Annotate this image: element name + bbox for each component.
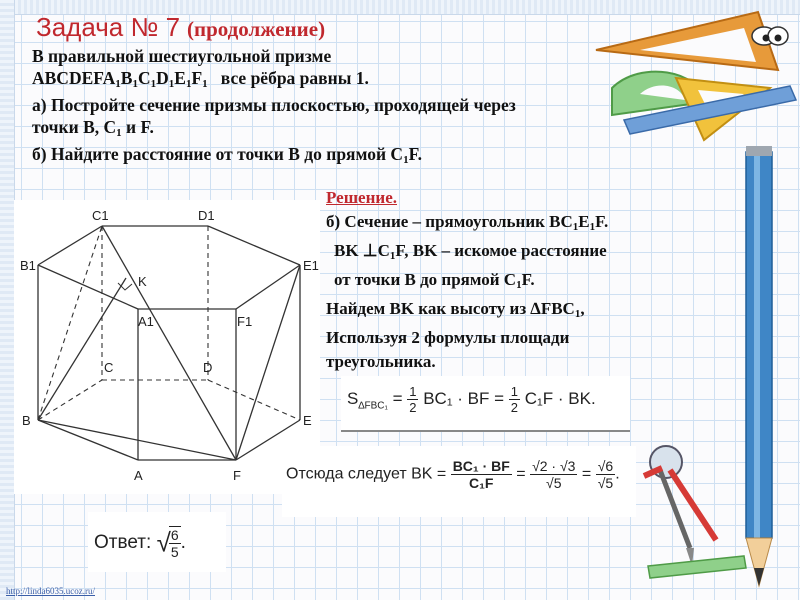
edge-a1b1 <box>38 265 138 309</box>
sol-sub: 1 <box>389 250 396 262</box>
label-e: E <box>303 413 312 428</box>
edge-e1f1 <box>236 265 300 309</box>
prism-name-sub: 1 <box>168 77 175 90</box>
result-formula-box <box>282 446 636 517</box>
prism-name-part: F <box>191 67 203 88</box>
result-prefix: Отсюда следует BK = <box>286 465 447 483</box>
result-eq-2: = <box>581 465 592 483</box>
fraction-result-1 <box>451 458 512 491</box>
answer-dot: . <box>180 532 186 554</box>
solution-line-2 <box>326 239 608 268</box>
sol-text: F. <box>521 270 535 289</box>
frac-num: 1 <box>409 384 417 399</box>
label-a: A <box>134 468 143 483</box>
segment-bk <box>38 278 126 420</box>
sol-text: б) Сечение – прямоугольник BC <box>326 212 573 231</box>
frac-num: 1 <box>510 384 519 399</box>
label-f1: F1 <box>237 314 253 329</box>
hidden-segment-bc1 <box>38 226 102 420</box>
label-d1: D1 <box>198 208 215 223</box>
problem-edges-text: все рёбра равны 1. <box>207 67 369 88</box>
frac-den: C₁F <box>469 475 494 491</box>
fraction-result-2 <box>530 458 577 491</box>
area-formula-box <box>341 376 630 432</box>
result-eq: = <box>516 465 526 483</box>
problem-line-1: В правильной шестиугольной призме <box>32 46 332 66</box>
frac-num: 6 <box>170 527 179 543</box>
frac-den: √5 <box>546 475 562 491</box>
source-link[interactable]: http://linda6035.ucoz.ru/ <box>6 586 95 596</box>
area-formula <box>347 384 596 415</box>
sol-text: Найдем BK как высоту из ∆FBC <box>326 299 575 318</box>
hidden-edge-de <box>208 380 300 420</box>
sol-sub: 1 <box>572 221 579 233</box>
edge-d1e1 <box>208 226 300 265</box>
fraction-result-3 <box>596 458 615 491</box>
prism-name-part: D <box>156 67 169 88</box>
answer-label: Ответ: <box>94 532 152 554</box>
hidden-edge-bc <box>38 380 102 420</box>
sol-sub: 1 <box>516 279 522 291</box>
label-k: K <box>138 274 147 289</box>
label-c1: C1 <box>92 208 109 223</box>
label-c: C <box>104 360 114 375</box>
result-formula <box>286 458 620 491</box>
sol-text: BK ⊥C <box>334 241 390 260</box>
result-dot: . <box>615 465 620 483</box>
label-b1: B1 <box>20 258 36 273</box>
frac-den: 2 <box>510 400 519 415</box>
solution-line-3 <box>326 268 608 297</box>
formula-s: S <box>347 388 359 408</box>
segment-bf <box>38 420 236 460</box>
problem-line-4-end: и F. <box>121 116 154 137</box>
prism-name-part: E <box>174 67 186 88</box>
solution-line-4 <box>326 297 608 326</box>
prism-name-part: C <box>137 67 151 88</box>
sol-text: E <box>578 212 590 231</box>
solution-line-6: треугольника. <box>326 352 436 371</box>
frac-den: 5 <box>170 544 179 560</box>
solution-heading: Решение. <box>326 188 397 207</box>
label-b: B <box>22 413 31 428</box>
problem-line-5-sub: 1 <box>403 154 409 166</box>
label-f: F <box>233 468 241 483</box>
frac-num: BC₁ · BF <box>452 458 510 474</box>
label-e1: E1 <box>303 258 319 273</box>
prism-name-part: ABCDEFA <box>32 67 116 88</box>
frac-den: √5 <box>597 475 614 491</box>
problem-line-5-text: б) Найдите расстояние от точки B до прямой C <box>32 144 404 164</box>
sol-text: , <box>580 299 585 318</box>
prism-name-part: B <box>120 67 133 88</box>
edge-ba <box>38 420 138 460</box>
frac-den: 2 <box>409 400 417 415</box>
prism-name-sub: 1 <box>132 77 138 90</box>
answer-fraction <box>169 526 181 560</box>
solution-line-1 <box>326 210 608 239</box>
sol-sub: 1 <box>574 308 581 320</box>
prism-name-sub: 1 <box>115 77 121 90</box>
problem-line-4-text: точки B, C <box>32 116 117 137</box>
formula-term-1: BC₁ · BF = <box>423 388 505 408</box>
edge-b1c1 <box>38 226 102 265</box>
fraction-half-2 <box>509 384 520 415</box>
label-d: D <box>203 360 213 375</box>
sqrt-icon: √ <box>156 527 171 558</box>
problem-line-5-end: F. <box>408 144 423 164</box>
formula-s-sub: ∆FBC₁ <box>358 400 388 412</box>
prism-name-sub: 1 <box>185 77 192 90</box>
frac-num: √2 · √3 <box>532 458 576 474</box>
title-main: Задача № 7 <box>36 12 181 42</box>
fraction-half-1 <box>407 384 418 415</box>
answer-box <box>88 512 226 572</box>
formula-term-2: C₁F · BK. <box>524 388 596 408</box>
problem-line-3: а) Постройте сечение призмы плоскостью, проходящей через <box>32 95 516 115</box>
problem-line-4-sub: 1 <box>116 126 122 139</box>
sol-text: F. <box>595 212 609 231</box>
prism-name-sub: 1 <box>150 77 157 90</box>
sol-text: F, BK – искомое расстояние <box>395 241 607 260</box>
formula-eq: = <box>392 388 403 408</box>
sol-text: от точки B до прямой C <box>334 270 517 289</box>
sol-sub: 1 <box>589 221 596 233</box>
solution-block <box>326 186 608 374</box>
segment-c1f <box>102 226 236 460</box>
answer <box>94 526 186 560</box>
frac-num: √6 <box>597 458 614 474</box>
label-a1: A1 <box>138 314 154 329</box>
title-sub: (продолжение) <box>186 17 326 41</box>
solution-line-5: Используя 2 формулы площади <box>326 328 570 347</box>
prism-name-sub: 1 <box>202 77 208 90</box>
segment-e1f <box>236 265 300 460</box>
